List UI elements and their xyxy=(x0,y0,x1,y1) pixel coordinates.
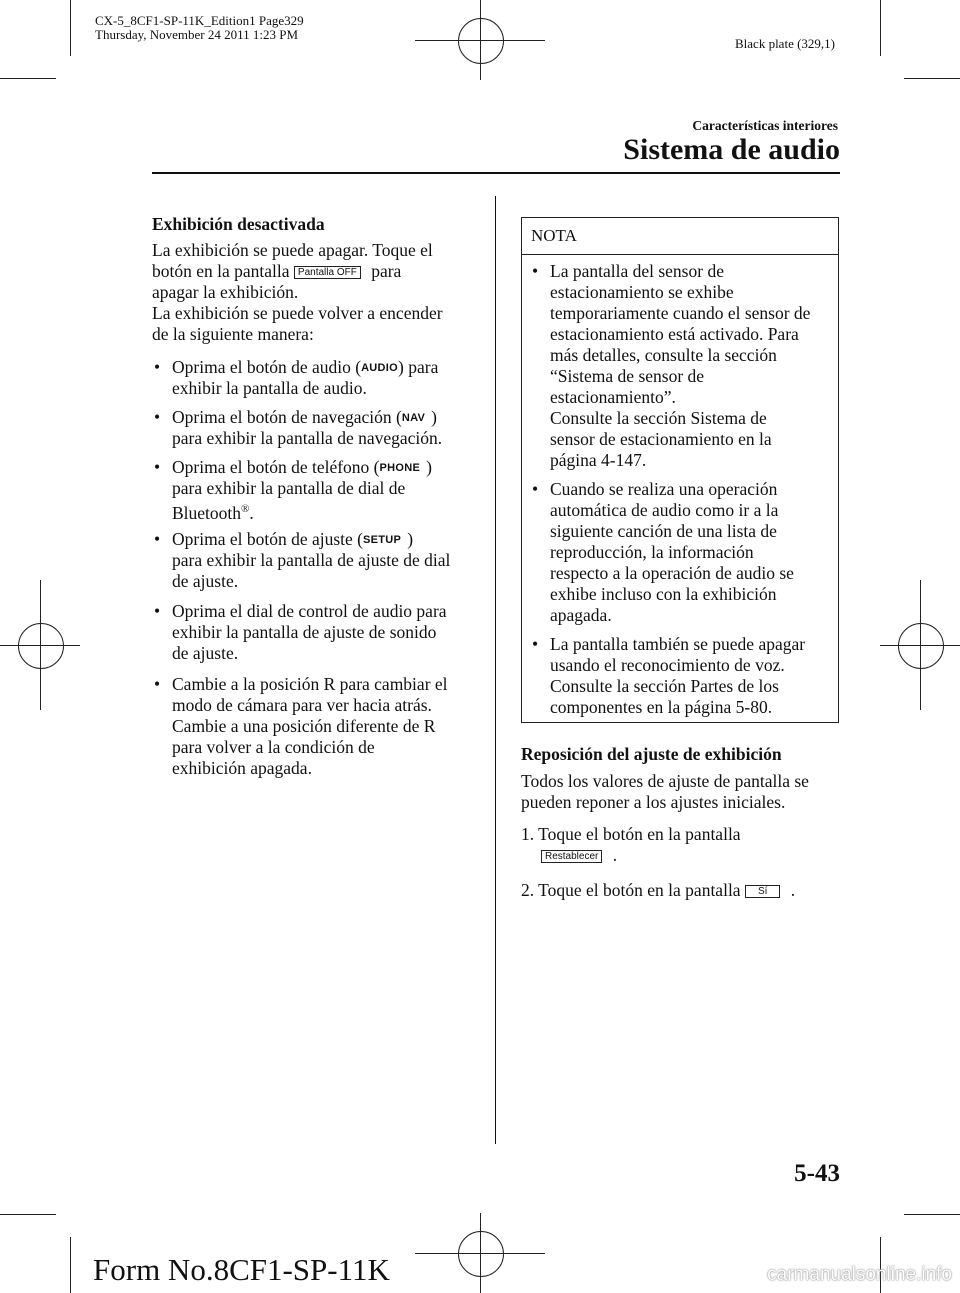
watermark: carmanualsonline.info xyxy=(767,1264,952,1285)
bullet-audio: • Oprima el botón de audio (AUDIO) para exhibir la pantalla de audio. xyxy=(154,357,439,398)
note-item-parking-sensor: • La pantalla del sensor de estacionamiento se exhibe temporariamente cuando el sensor de estacionamiento está activado. Para más detalles, consulte la sección “Sistema de sensor de estacionamiento”. Consulte la sección Sistema de sensor de estacionamiento en la página 4-147. xyxy=(532,261,811,470)
step-1: 1. Toque el botón en la pantalla Restablecer . xyxy=(521,824,741,865)
bullet-phone: • Oprima el botón de teléfono (PHONE ) para exhibir la pantalla de dial de Bluetooth®. xyxy=(154,457,432,523)
note-item-voice: • La pantalla también se puede apagar usando el reconocimiento de voz. Consulte la sección Partes de los componentes en la página 5-80. xyxy=(532,634,806,717)
print-job-name: CX-5_8CF1-SP-11K_Edition1 Page329 xyxy=(95,13,304,28)
intro-paragraph: La exhibición se puede apagar. Toque el botón en la pantalla Pantalla OFF para apagar la exhibición. La exhibición se puede volver a encender de la siguiente manera: xyxy=(152,240,443,344)
bullet-dot: • xyxy=(154,529,161,549)
bullet-dot: • xyxy=(154,601,161,621)
form-number: Form No.8CF1-SP-11K xyxy=(93,1252,390,1287)
bullet-dot: • xyxy=(154,457,161,477)
audio-key-icon: AUDIO xyxy=(361,362,399,374)
pantalla-off-button-image: Pantalla OFF xyxy=(294,266,361,279)
column-divider xyxy=(495,196,496,1144)
note-separator xyxy=(522,254,838,255)
print-timestamp: Thursday, November 24 2011 1:23 PM xyxy=(95,27,299,42)
bullet-setup: • Oprima el botón de ajuste (SETUP ) para exhibir la pantalla de ajuste de dial de ajuste. xyxy=(154,529,451,591)
bullet-dot: • xyxy=(532,479,539,499)
registered-mark: ® xyxy=(241,503,250,515)
bullet-dot: • xyxy=(532,634,539,654)
restablecer-button-image: Restablecer xyxy=(541,850,602,863)
note-item-auto-audio: • Cuando se realiza una operación automática de audio como ir a la siguiente canción de una lista de reproducción, la información respecto a la operación de audio se exhibe incluso con la exhibición apagada. xyxy=(532,479,794,625)
si-button-image: Sí xyxy=(745,885,780,898)
step-2: 2. Toque el botón en la pantalla Sí . xyxy=(521,880,796,900)
phone-key-icon: PHONE xyxy=(379,462,421,474)
section-heading-reset: Reposición del ajuste de exhibición xyxy=(521,744,782,764)
bullet-dot: • xyxy=(154,357,161,377)
note-title: NOTA xyxy=(531,226,577,245)
note-box xyxy=(521,217,839,723)
bullet-dot: • xyxy=(532,261,539,281)
setup-key-icon: SETUP xyxy=(363,534,402,546)
plate-label: Black plate (329,1) xyxy=(735,36,835,51)
bullet-reverse: • Cambie a la posición R para cambiar el modo de cámara para ver hacia atrás. Cambie a una posición diferente de R para volver a la condición de exhibición apagada. xyxy=(154,674,448,778)
section-category: Características interiores xyxy=(692,118,838,133)
section-heading-display-off: Exhibición desactivada xyxy=(152,214,325,234)
section-title: Sistema de audio xyxy=(623,133,840,166)
page-number: 5-43 xyxy=(794,1160,840,1187)
header-rule xyxy=(152,172,840,174)
bullet-dot: • xyxy=(154,674,161,694)
bullet-nav: • Oprima el botón de navegación (NAV ) para exhibir la pantalla de navegación. xyxy=(154,407,443,448)
bullet-dial: • Oprima el dial de control de audio para exhibir la pantalla de ajuste de sonido de ajuste. xyxy=(154,601,447,663)
nav-key-icon: NAV xyxy=(401,412,426,424)
reset-paragraph: Todos los valores de ajuste de pantalla se pueden reponer a los ajustes iniciales. xyxy=(521,771,809,812)
bullet-dot: • xyxy=(154,407,161,427)
